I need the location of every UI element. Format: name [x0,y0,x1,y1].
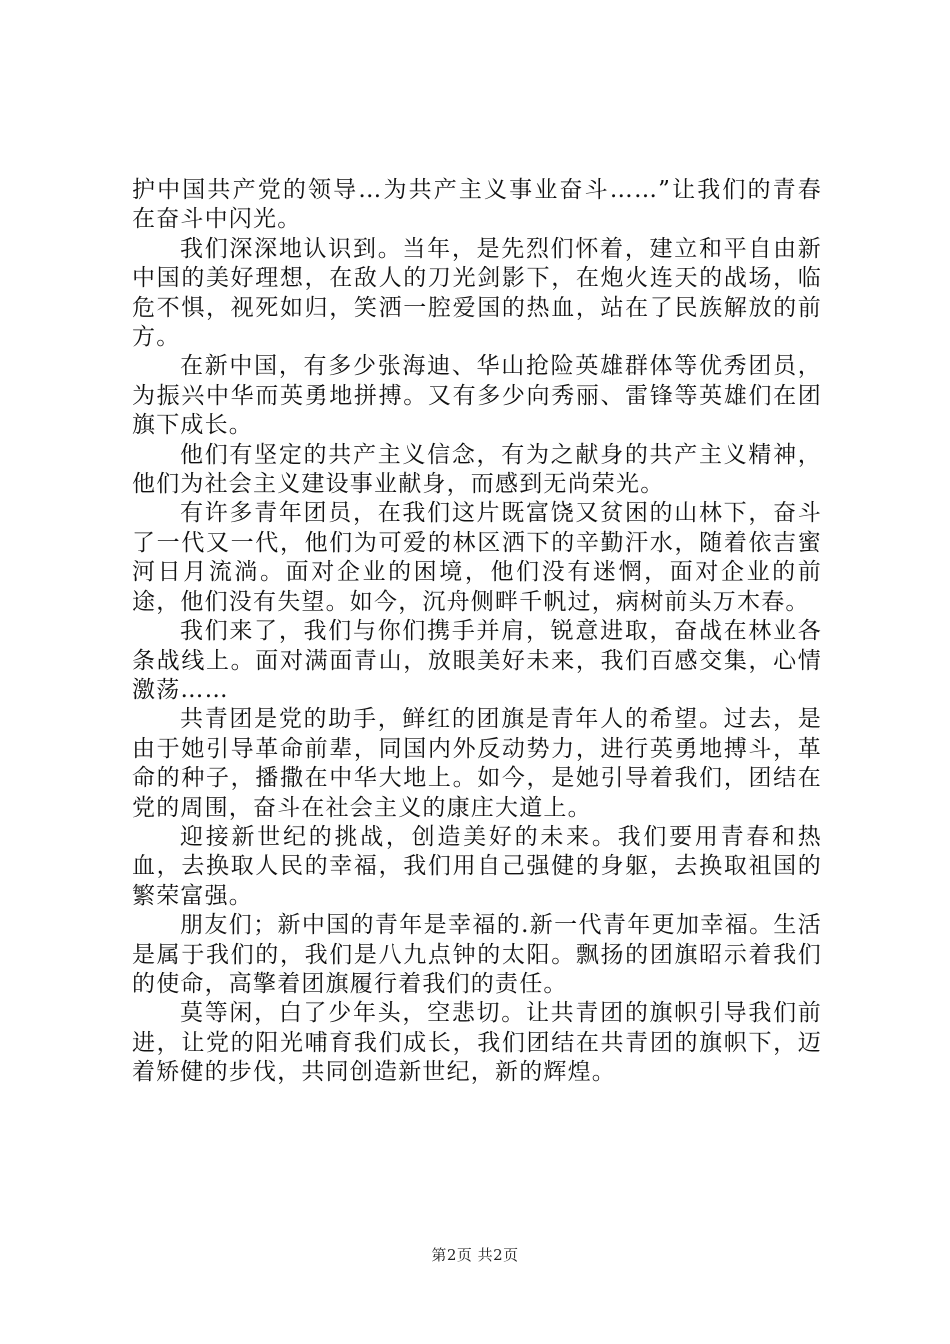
paragraph: 朋友们；新中国的青年是幸福的.新一代青年更加幸福。生活是属于我们的，我们是八九点钟的太阳。飘扬的团旗昭示着我们的使命，高擎着团旗履行着我们的责任。 [132,912,822,997]
paragraph: 迎接新世纪的挑战，创造美好的未来。我们要用青春和热血，去换取人民的幸福，我们用自己强健的身躯，去换取祖国的繁荣富强。 [132,823,822,909]
page-number-footer: 第2页 共2页 [431,1246,519,1264]
paragraph: 有许多青年团员，在我们这片既富饶又贫困的山林下，奋斗了一代又一代，他们为可爱的林区洒下的辛勤汗水，随着依吉蜜河日月流淌。面对企业的困境，他们没有迷惘，面对企业的前途，他们没有失望。如今，沉舟侧畔千帆过，病树前头万木春。 [132,500,822,615]
body-text [132,176,822,1088]
paragraph: 护中国共产党的领导…为共产主义事业奋斗……”让我们的青春在奋斗中闪光。 [132,177,822,233]
paragraph: 共青团是党的助手，鲜红的团旗是青年人的希望。过去，是由于她引导革命前辈，同国内外反动势力，进行英勇地搏斗，革命的种子，播撒在中华大地上。如今，是她引导着我们，团结在党的周围，奋斗在社会主义的康庄大道上。 [132,706,822,821]
paragraph: 莫等闲，白了少年头，空悲切。让共青团的旗帜引导我们前进，让党的阳光哺育我们成长，我们团结在共青团的旗帜下，迈着矫健的步伐，共同创造新世纪，新的辉煌。 [132,1000,822,1086]
paragraph: 他们有坚定的共产主义信念，有为之献身的共产主义精神，他们为社会主义建设事业献身，而感到无尚荣光。 [132,441,822,498]
paragraph: 在新中国，有多少张海迪、华山抢险英雄群体等优秀团员，为振兴中华而英勇地拼搏。又有多少向秀丽、雷锋等英雄们在团旗下成长。 [132,353,822,439]
paragraph: 我们深深地认识到。当年，是先烈们怀着，建立和平自由新中国的美好理想，在敌人的刀光剑影下，在炮火连天的战场，临危不惧，视死如归，笑洒一腔爱国的热血，站在了民族解放的前方。 [132,235,822,351]
paragraph: 我们来了，我们与你们携手并肩，锐意进取，奋战在林业各条战线上。面对满面青山，放眼美好未来，我们百感交集，心情激荡…… [132,618,822,703]
